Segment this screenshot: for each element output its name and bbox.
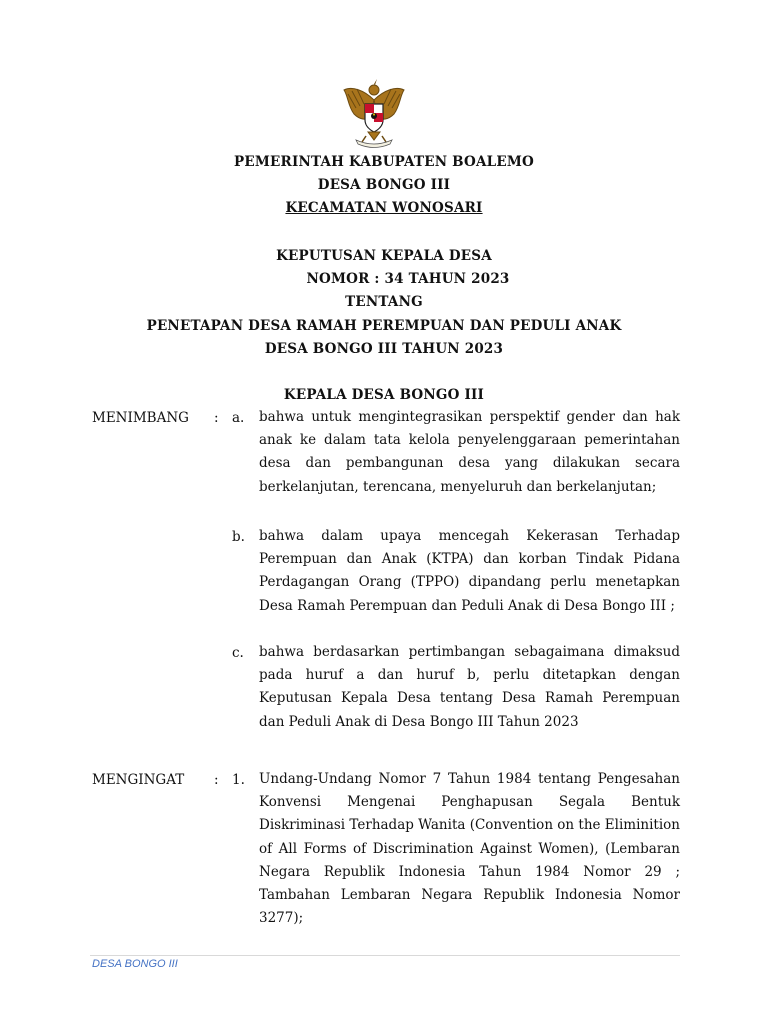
mengingat-label: MENGINGAT bbox=[92, 772, 185, 788]
menimbang-colon: : bbox=[214, 410, 219, 426]
decree-issuer: KEPALA DESA BONGO III bbox=[283, 387, 485, 403]
menimbang-item-b: bahwa dalam upaya mencegah Kekerasan Terhadap Perempuan dan Anak (KTPA) dan korban Tindak Pidana Perdagangan Orang (TPPO) dipandang perlu menetapkan Desa Ramah Perempuan dan Peduli Anak di Desa Bongo III ; bbox=[259, 528, 680, 614]
footer-divider bbox=[90, 955, 680, 956]
footer-text: DESA BONGO III bbox=[92, 958, 178, 970]
garuda-emblem-icon bbox=[338, 76, 410, 148]
mengingat-colon: : bbox=[214, 772, 219, 788]
decree-number: NOMOR : 34 TAHUN 2023 bbox=[306, 271, 510, 287]
decree-about: TENTANG bbox=[345, 294, 423, 310]
mengingat-item-1: Undang-Undang Nomor 7 Tahun 1984 tentang Pengesahan Konvensi Mengenai Penghapusan Segala Bentuk Diskriminasi Terhadap Wanita (Convention on the Eliminition of All Forms of Discrimination Against Women), (Lembaran Negara Republik Indonesia Tahun 1984 Nomor 29 ; Tambahan Lembaran Negara Republik Indonesia Nomor 3277); bbox=[259, 771, 680, 927]
village-name: DESA BONGO III bbox=[317, 177, 451, 193]
district-name: KECAMATAN WONOSARI bbox=[285, 200, 483, 216]
mengingat-marker-1: 1. bbox=[232, 772, 245, 788]
government-title: PEMERINTAH KABUPATEN BOALEMO bbox=[234, 154, 534, 170]
decree-subject-line-1: PENETAPAN DESA RAMAH PEREMPUAN DAN PEDULI ANAK bbox=[146, 318, 622, 334]
decree-title: KEPUTUSAN KEPALA DESA bbox=[276, 248, 492, 264]
decree-subject-line-2: DESA BONGO III TAHUN 2023 bbox=[264, 341, 504, 357]
menimbang-item-c: bahwa berdasarkan pertimbangan sebagaimana dimaksud pada huruf a dan huruf b, perlu ditetapkan dengan Keputusan Kepala Desa tentang Desa Ramah Perempuan dan Peduli Anak di Desa Bongo III Tahun 2023 bbox=[259, 644, 680, 730]
menimbang-item-a: bahwa untuk mengintegrasikan perspektif gender dan hak anak ke dalam tata kelola penyelenggaraan pemerintahan desa dan pembangunan desa yang dilakukan secara berkelanjutan, terencana, menyeluruh dan berkelanjutan; bbox=[259, 409, 680, 495]
menimbang-label: MENIMBANG bbox=[92, 410, 189, 426]
menimbang-marker-a: a. bbox=[232, 410, 245, 426]
menimbang-marker-b: b. bbox=[232, 529, 245, 545]
menimbang-marker-c: c. bbox=[232, 645, 244, 661]
